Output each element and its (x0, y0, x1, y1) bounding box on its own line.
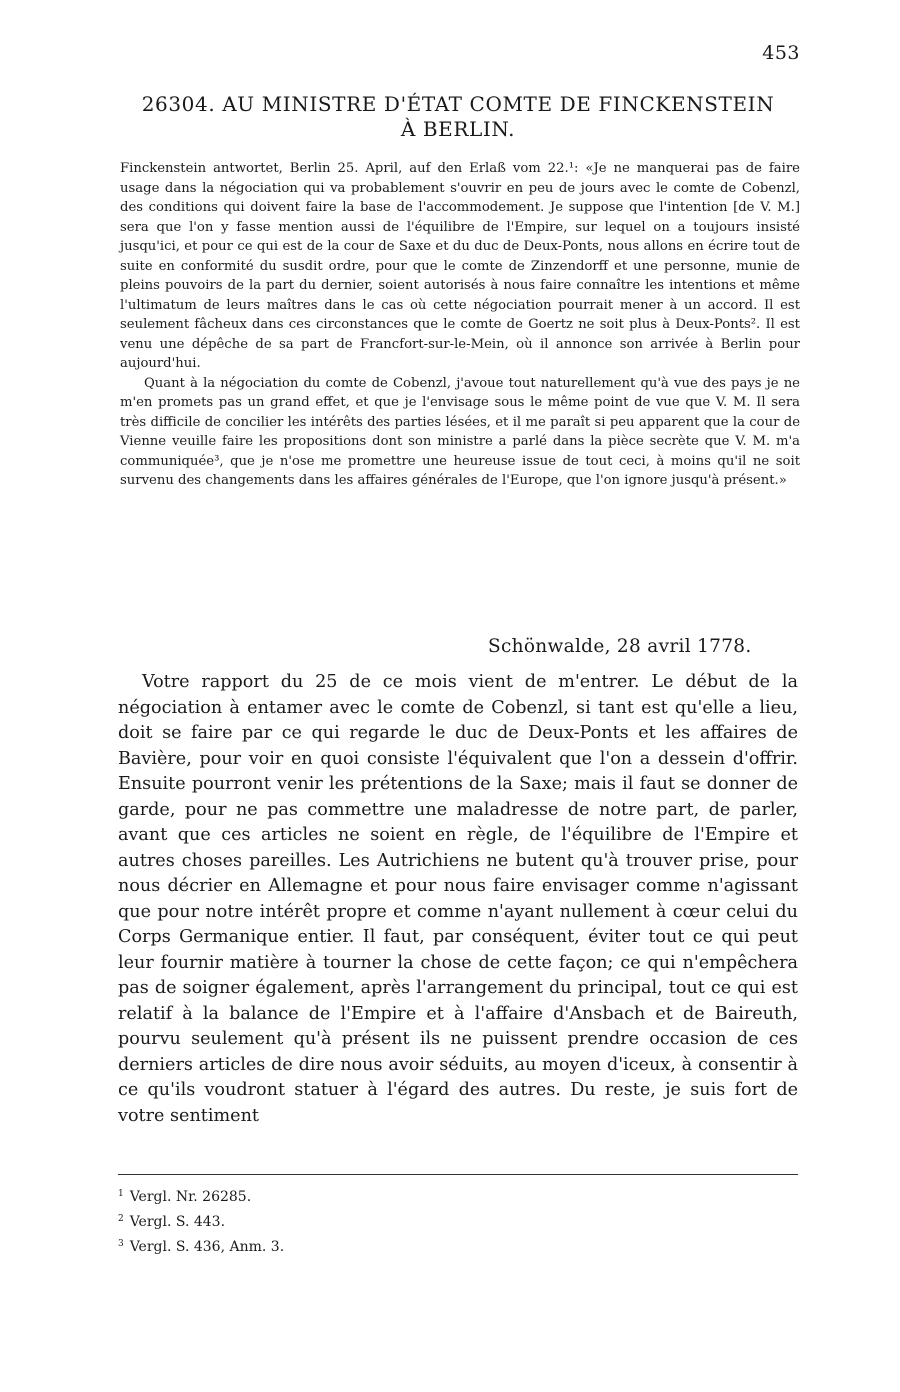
footnote-2 (118, 1208, 798, 1233)
footnote-1 (118, 1183, 798, 1208)
summary-paragraph: Finckenstein antwortet, Berlin 25. April, auf den Erlaß vom 22.¹: «Je ne manquerai pas de faire usage dans la négociation qui va probablement s'ouvrir en peu de jours avec le comte de Cobenzl, des conditions qui doivent faire la base de l'accommodement. Je suppose que l'intention [de V. M.] sera que l'on y fasse mention aussi de l'équilibre de l'Empire, sur lequel on a toujours insisté jusqu'ici, et pour ce qui est de la cour de Saxe et du duc de Deux-Ponts, nous allons en écrire tout de suite en conformité du susdit ordre, pour que le comte de Zinzendorff et une personne, munie de pleins pouvoirs de la part du dernier, soient autorisés à nous faire connaître les intentions et même l'ultimatum de leurs maîtres dans le cas où cette négociation pourrait mener à un accord. Il est seulement fâcheux dans ces circonstances que le comte de Goertz ne soit plus à Deux-Ponts². Il est venu une dépêche de sa part de Francfort-sur-le-Mein, où il annonce son arrivée à Berlin pour aujourd'hui. (120, 161, 800, 371)
footnote-mark: 2 (118, 1214, 124, 1224)
summary-block (120, 159, 800, 491)
footnote-3 (118, 1233, 798, 1258)
summary-paragraph: Quant à la négociation du comte de Cobenzl, j'avoue tout naturellement qu'à vue des pays je ne m'en promets pas un grand effet, et que je l'envisage sous le même point de vue que V. M. Il sera très difficile de concilier les intérêts des parties lésées, et il me paraît si peu apparent que la cour de Vienne veuille faire les propositions dont son ministre a parlé dans la pièce secrète que V. M. m'a communiquée³, que je n'ose me promettre une heureuse issue de tout ceci, à moins qu'il ne soit survenu des changements dans les affaires générales de l'Europe, que l'on ignore jusqu'à présent.» (120, 375, 800, 488)
dateline: Schönwalde, 28 avril 1778. (488, 636, 752, 657)
footnote-text: Vergl. Nr. 26285. (129, 1189, 252, 1205)
letter-paragraph: Votre rapport du 25 de ce mois vient de m'entrer. Le début de la négociation à entamer avec le comte de Cobenzl, si tant est qu'elle a lieu, doit se faire par ce qui regarde le duc de Deux-Ponts et les affaires de Bavière, pour voir en quoi consiste l'équivalent que l'on a dessein d'offrir. Ensuite pourront venir les prétentions de la Saxe; mais il faut se donner de garde, pour ne pas commettre une maladresse de notre part, de parler, avant que ces articles ne soient en règle, de l'équilibre de l'Empire et autres choses pareilles. Les Autrichiens ne butent qu'à trouver prise, pour nous décrier en Allemagne et pour nous faire envisager comme n'agissant que pour notre intérêt propre et comme n'ayant nullement à cœur celui du Corps Germanique entier. Il faut, par conséquent, éviter tout ce qui peut leur fournir matière à tourner la chose de cette façon; ce qui n'empêchera pas de soigner également, après l'arrangement du principal, tout ce qui est relatif à la balance de l'Empire et à l'affaire d'Ansbach et de Baireuth, pourvu seulement qu'à présent ils ne puissent prendre occasion de ces derniers articles de dire nous avoir séduits, au moyen d'iceux, à consentir à ce qu'ils voudront statuer à l'égard des autres. Du reste, je suis fort de votre sentiment (118, 672, 798, 1126)
footnote-text: Vergl. S. 443. (129, 1214, 226, 1230)
footnote-divider (118, 1174, 798, 1175)
footnotes (118, 1183, 798, 1258)
page-number: 453 (762, 42, 800, 64)
footnote-mark: 3 (118, 1239, 124, 1249)
footnote-mark: 1 (118, 1189, 124, 1199)
footnote-text: Vergl. S. 436, Anm. 3. (129, 1239, 285, 1255)
letter-body (118, 670, 798, 1129)
heading-line-1: 26304. AU MINISTRE D'ÉTAT COMTE DE FINCKENSTEIN (141, 92, 775, 116)
heading-line-2: À BERLIN. (400, 117, 516, 141)
document-heading (118, 92, 798, 142)
